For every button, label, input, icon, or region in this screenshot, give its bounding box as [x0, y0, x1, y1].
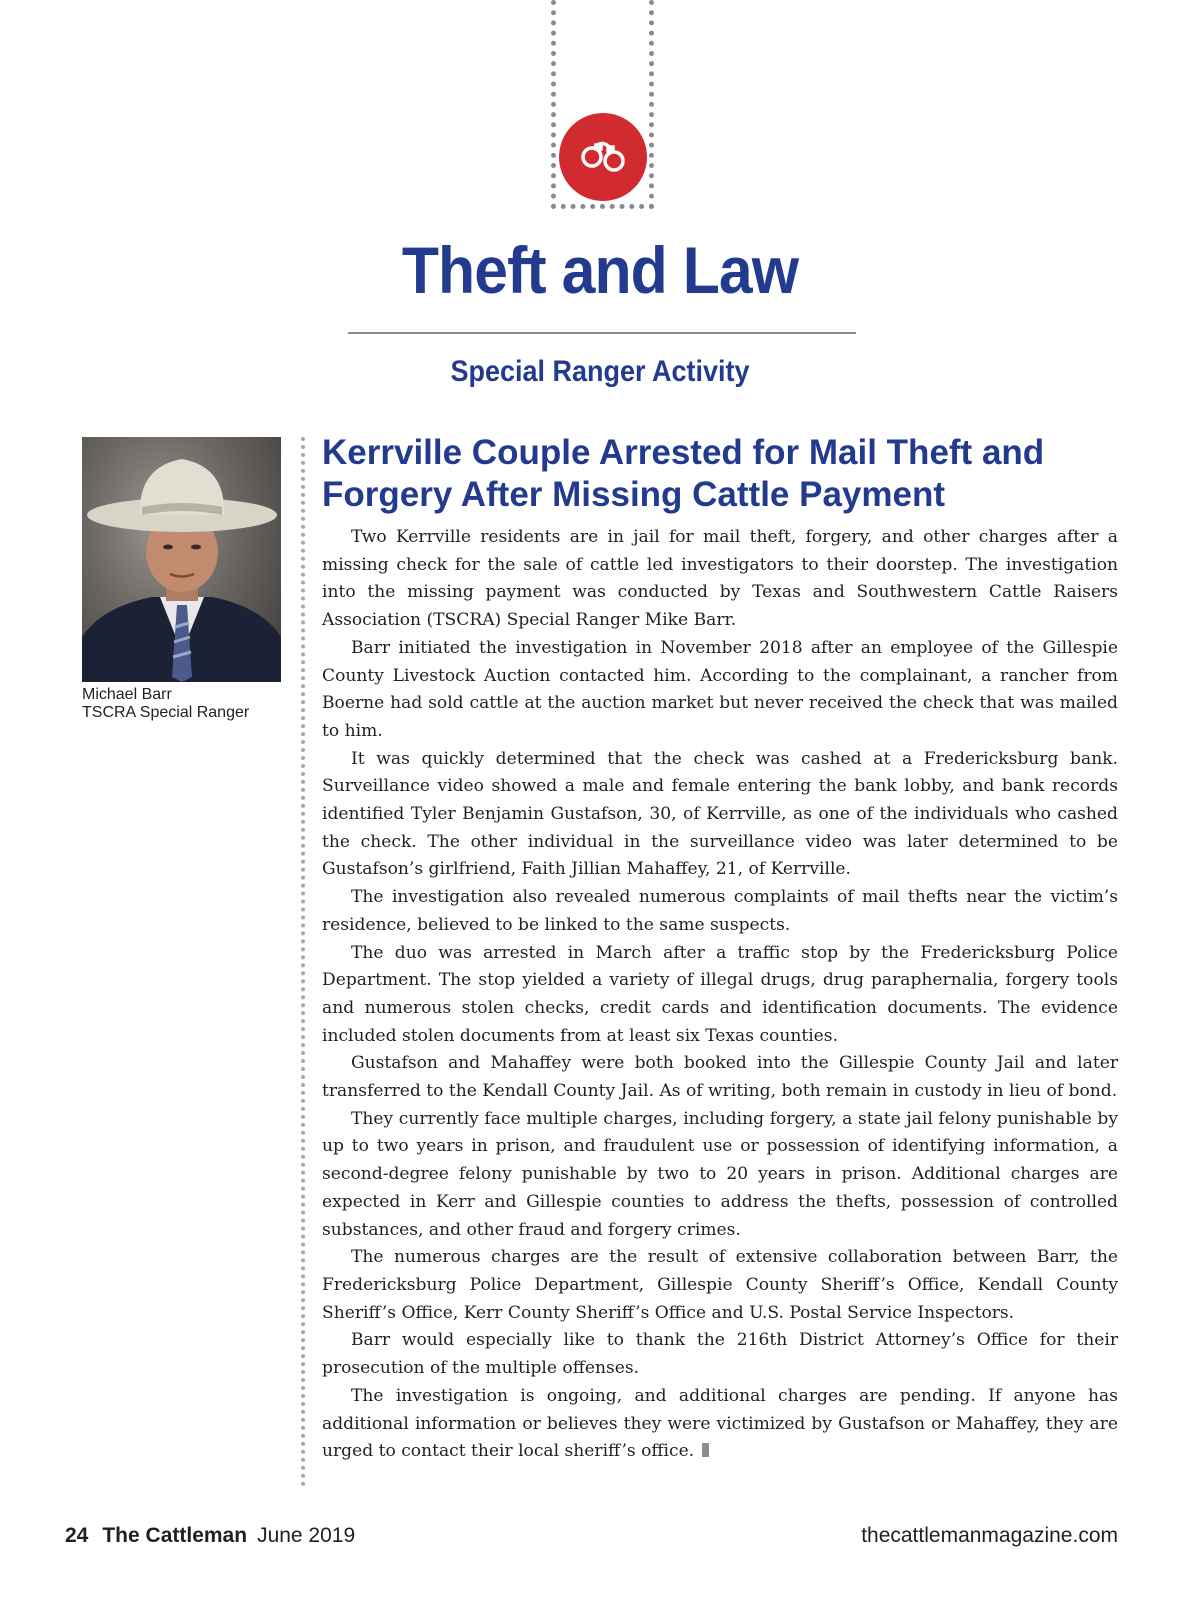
column-divider — [301, 437, 305, 1487]
article — [322, 432, 1118, 1466]
section-badge — [559, 113, 647, 201]
article-paragraph: Barr initiated the investigation in November 2018 after an employee of the Gillespie County Livestock Auction contacted him. According to the complainant, a rancher from Boerne had sold cattle at the auction market but never received the check that was mailed to him. — [322, 637, 1118, 741]
last-paragraph-text: The investigation is ongoing, and additional charges are pending. If anyone has additional information or believes they were victimized by Gustafson or Mahaffey, they are urged to contact their local sheriff’s office. — [322, 1385, 1118, 1462]
issue-date: June 2019 — [257, 1524, 356, 1547]
caption-name: Michael Barr — [82, 686, 172, 703]
section-title: Theft and Law — [401, 233, 799, 307]
magazine-name: The Cattleman — [102, 1524, 248, 1547]
article-paragraph: It was quickly determined that the check was cashed at a Fredericksburg bank. Surveillance video showed a male and female entering the bank lobby, and bank records identified Tyler Benjamin Gustafson, 30, of Kerrville, as one of the individuals who cashed the check. The other individual in the surveillance video was later determined to be Gustafson’s girlfriend, Faith Jillian Mahaffey, 21, of Kerrville. — [322, 748, 1118, 880]
handcuffs-icon — [573, 127, 633, 187]
article-paragraph: Barr would especially like to thank the 216th District Attorney’s Office for their prosecution of the multiple offenses. — [322, 1330, 1118, 1379]
footer-website: thecattlemanmagazine.com — [861, 1524, 1118, 1547]
article-paragraph: The duo was arrested in March after a traffic stop by the Fredericksburg Police Department. The stop yielded a variety of illegal drugs, drug paraphernalia, forgery tools and numerous stolen checks, credit cards and identification documents. The evidence included stolen documents from at least six Texas counties. — [322, 942, 1118, 1046]
article-headline: Kerrville Couple Arrested for Mail Theft and Forgery After Missing Cattle Payment — [322, 433, 1045, 514]
article-body — [322, 524, 1118, 1466]
caption-title: TSCRA Special Ranger — [82, 704, 250, 721]
photo-caption — [82, 686, 282, 722]
end-of-article-mark — [702, 1443, 709, 1457]
article-paragraph: The investigation also revealed numerous complaints of mail thefts near the victim’s residence, believed to be linked to the same suspects. — [322, 887, 1118, 935]
title-divider — [348, 332, 856, 334]
article-paragraph-last — [322, 1383, 1118, 1466]
section-subtitle: Special Ranger Activity — [450, 355, 750, 388]
article-paragraph: They currently face multiple charges, including forgery, a state jail felony punishable by up to two years in prison, and fraudulent use or possession of identifying information, a second-degree felony punishable by two to 20 years in prison. Additional charges are expected in Kerr and Gillespie counties to address the thefts, possession of controlled substances, and other fraud and forgery crimes. — [322, 1108, 1118, 1240]
footer-folio — [65, 1524, 355, 1548]
page-number: 24 — [65, 1524, 89, 1547]
ranger-portrait-photo — [82, 437, 281, 682]
portrait-illustration — [82, 437, 281, 682]
article-paragraph: The numerous charges are the result of extensive collaboration between Barr, the Fredericksburg Police Department, Gillespie County Sheriff’s Office, Kendall County Sheriff’s Office, Kerr County Sheriff’s Office and U.S. Postal Service Inspectors. — [322, 1247, 1118, 1323]
article-paragraph: Gustafson and Mahaffey were both booked into the Gillespie County Jail and later transferred to the Kendall County Jail. As of writing, both remain in custody in lieu of bond. — [322, 1053, 1118, 1102]
article-paragraph: Two Kerrville residents are in jail for mail theft, forgery, and other charges after a missing check for the sale of cattle led investigators to their doorstep. The investigation into the missing payment was conducted by Texas and Southwestern Cattle Raisers Association (TSCRA) Special Ranger Mike Barr. — [322, 527, 1118, 631]
